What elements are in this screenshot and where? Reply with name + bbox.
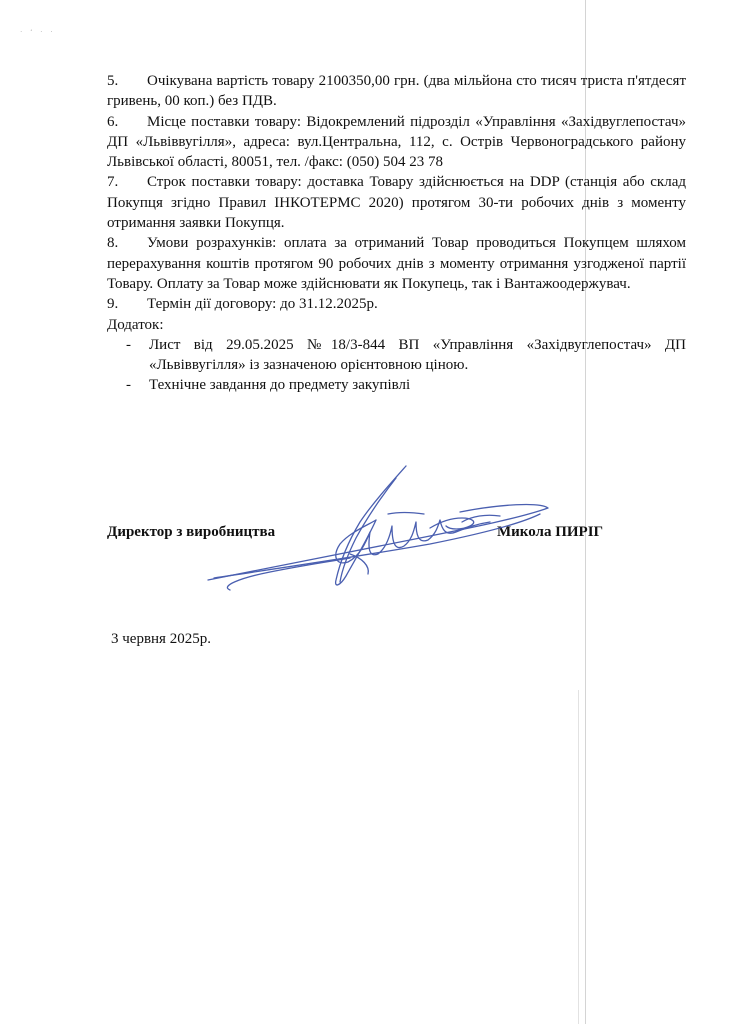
clause-text: Очікувана вартість товару 2100350,00 грн. (два мільйона сто тисяч триста п'ятдесят гривень, 00 коп.) без ПДВ.: [107, 73, 686, 110]
appendix-list: [107, 335, 686, 396]
dash-bullet: -: [126, 336, 131, 353]
clause-7: [107, 172, 686, 233]
appendix-item-text: Технічне завдання до предмету закупівлі: [149, 377, 411, 394]
appendix-item-text: Лист від 29.05.2025 №18/3-844 ВП «Управління «Західвуглепостач» ДП «Львіввугілля» із зазначеною орієнтовною ціною.: [149, 336, 686, 374]
clause-number: 9.: [107, 296, 119, 313]
clause-5: [107, 71, 686, 112]
dash-bullet: -: [126, 377, 131, 394]
clause-number: 6.: [107, 113, 119, 130]
clause-number: 8.: [107, 235, 119, 252]
handwritten-signature: [200, 462, 560, 602]
clause-text: Місце поставки товару: Відокремлений підрозділ «Управління «Західвуглепостач» ДП «Львіввугілля», адреса: вул.Центральна, 112, с. Острів Червоноградського району Львівської області, 80051, тел. /факс: (050) 504 23 78: [107, 113, 686, 171]
appendix-item: [107, 335, 686, 376]
scan-fold-line-lower: [578, 690, 579, 1024]
appendix-title: Додаток:: [107, 316, 164, 333]
document-body: [107, 71, 686, 396]
clause-text: Термін дії договору: до 31.12.2025р.: [147, 296, 378, 313]
clause-number: 7.: [107, 174, 119, 191]
clause-6: [107, 112, 686, 173]
clause-text: Строк поставки товару: доставка Товару здійснюється на DDP (станція або склад Покупця згідно Правил ІНКОТЕРМС 2020) протягом 30-ти робочих днів з моменту отримання заявки Покупця.: [107, 174, 686, 232]
document-date: 3 червня 2025р.: [111, 631, 211, 647]
signatory-name: Микола ПИРІГ: [497, 524, 604, 540]
signatory-title: Директор з виробництва: [107, 524, 276, 540]
scan-speck: · ‘ · ·: [20, 28, 56, 36]
clause-text: Умови розрахунків: оплата за отриманий Товар проводиться Покупцем шляхом перерахування коштів протягом 90 робочих днів з моменту отримання узгодженої партії Товару. Оплату за Товар може здійснювати як Покупець, так і Вантажоодержувач.: [107, 235, 686, 292]
clause-9: [107, 294, 686, 314]
clause-8: [107, 233, 686, 294]
appendix-item: [107, 375, 686, 395]
clause-number: 5.: [107, 73, 119, 89]
